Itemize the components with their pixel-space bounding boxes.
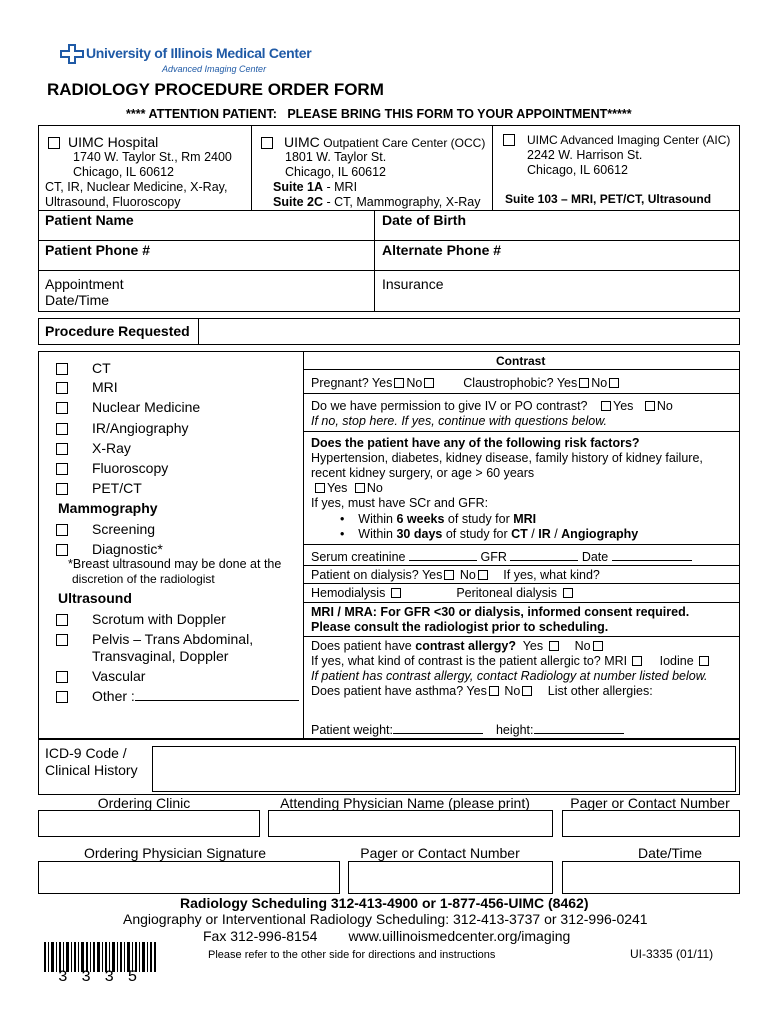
dialysis-no-checkbox[interactable] <box>478 570 488 580</box>
datetime-input[interactable] <box>562 861 740 894</box>
patient-divider-h1 <box>38 240 740 241</box>
insurance-field[interactable]: Insurance <box>382 276 444 292</box>
pager-label-2: Pager or Contact Number <box>360 845 520 861</box>
hospital-name: UIMC Hospital <box>68 134 159 150</box>
permission-label: Do we have permission to give IV or PO contrast? <box>311 399 588 413</box>
dob-field[interactable]: Date of Birth <box>382 212 466 228</box>
screening-checkbox[interactable] <box>56 524 68 536</box>
fluoro-checkbox[interactable] <box>56 463 68 475</box>
iodine-checkbox[interactable] <box>699 656 709 666</box>
d30-ct: CT <box>511 527 528 541</box>
procedure-label-divider <box>198 318 199 345</box>
d30-days: 30 days <box>396 527 443 541</box>
height-label: height: <box>495 723 534 737</box>
icd-label-2: Clinical History <box>45 762 138 778</box>
occ-suite-1-label: Suite 1A <box>273 180 324 194</box>
divider-6 <box>304 583 739 584</box>
patient-divider-h2 <box>38 270 740 271</box>
refer-note: Please refer to the other side for directions and instructions <box>208 949 496 961</box>
ordering-signature-label: Ordering Physician Signature <box>83 845 267 861</box>
risk-no-checkbox[interactable] <box>355 483 365 493</box>
occ-city: Chicago, IL 60612 <box>285 165 387 179</box>
gfr-label: GFR <box>480 550 507 564</box>
xray-label: X-Ray <box>92 440 131 456</box>
within-30-days: • Within 30 days of study for CT / IR / Angiography <box>340 527 639 541</box>
vascular-label: Vascular <box>92 668 146 684</box>
d30-ofstudy: of study for <box>442 527 512 541</box>
other-allergies-label: List other allergies: <box>547 684 653 698</box>
allergy-kind-label: If yes, what kind of contrast is the patient allergic to? MRI <box>311 654 628 668</box>
dialysis-type-row <box>311 586 575 600</box>
pregnant-yes-checkbox[interactable] <box>394 378 404 388</box>
allergy-no-label: No <box>574 639 591 653</box>
allergy-a: Does patient have <box>311 639 416 653</box>
angio-scheduling: Angiography or Interventional Radiology Scheduling: 312-413-3737 or 312-996-0241 <box>123 911 648 927</box>
logo-subtitle: Advanced Imaging Center <box>162 64 267 74</box>
form-code: UI-3335 (01/11) <box>630 947 714 961</box>
d30-angio: Angiography <box>561 527 639 541</box>
dialysis-no-label: No <box>459 568 476 582</box>
occ-checkbox[interactable] <box>261 137 273 149</box>
patient-phone-field[interactable]: Patient Phone # <box>45 242 151 258</box>
logo-text: University of Illinois Medical Center <box>86 45 312 61</box>
hospital-services-2: Ultrasound, Fluoroscopy <box>45 195 181 209</box>
d30-within: Within <box>358 527 397 541</box>
allergy-yes-checkbox[interactable] <box>549 641 559 651</box>
mra-note-2: Please consult the radiologist prior to scheduling. <box>311 620 609 634</box>
fluoro-label: Fluoroscopy <box>92 460 169 476</box>
dialysis-kind-label: If yes, what kind? <box>503 568 600 582</box>
nuclear-checkbox[interactable] <box>56 402 68 414</box>
mra-note: MRI / MRA: For GFR <30 or dialysis, informed consent required. <box>311 605 690 619</box>
asthma-row <box>311 684 653 698</box>
claustro-no-checkbox[interactable] <box>609 378 619 388</box>
allergy-yes-label: Yes <box>515 639 544 653</box>
breast-note: *Breast ultrasound may be done at the <box>68 557 282 571</box>
ir-label: IR/Angiography <box>92 420 189 436</box>
stop-note: If no, stop here. If yes, continue with questions below. <box>311 414 608 428</box>
scrotum-checkbox[interactable] <box>56 614 68 626</box>
peri-label: Peritoneal dialysis <box>456 586 558 600</box>
permission-no-label: No <box>656 399 673 413</box>
serum-input[interactable] <box>409 549 477 561</box>
pregnant-no-checkbox[interactable] <box>424 378 434 388</box>
ir-checkbox[interactable] <box>56 423 68 435</box>
height-input[interactable] <box>534 722 624 734</box>
w6-within: Within <box>358 512 397 526</box>
pelvis-label-2: Transvaginal, Doppler <box>92 648 229 664</box>
xray-checkbox[interactable] <box>56 443 68 455</box>
occ-suite-2 <box>273 195 480 209</box>
pelvis-label: Pelvis – Trans Abdominal, <box>92 631 254 647</box>
within-6-weeks: • Within 6 weeks of study for MRI <box>340 512 537 526</box>
claustro-yes-checkbox[interactable] <box>579 378 589 388</box>
procedure-requested-label: Procedure Requested <box>45 323 190 339</box>
peri-checkbox[interactable] <box>563 588 573 598</box>
occ-name <box>284 134 485 150</box>
weight-label: Patient weight: <box>311 723 393 737</box>
dialysis-yes-checkbox[interactable] <box>444 570 454 580</box>
petct-label: PET/CT <box>92 480 142 496</box>
diagnostic-label: Diagnostic* <box>92 541 163 557</box>
patient-divider-v <box>374 210 375 312</box>
dialysis-row <box>311 568 600 582</box>
icd-label: ICD-9 Code / <box>45 745 127 761</box>
ordering-clinic-input[interactable] <box>38 810 260 837</box>
hospital-address: 1740 W. Taylor St., Rm 2400 <box>73 150 232 164</box>
date-label: Date <box>581 550 609 564</box>
permission-question <box>311 399 673 413</box>
diagnostic-checkbox[interactable] <box>56 544 68 556</box>
procedure-section-divider <box>303 351 304 739</box>
datetime-label: Date/Time <box>637 845 703 861</box>
dialysis-label: Patient on dialysis? Yes <box>311 568 443 582</box>
scheduling-phone: Radiology Scheduling 312-413-4900 or 1-877-456-UIMC (8462) <box>180 895 589 911</box>
occ-suite-1-text: - MRI <box>323 180 358 194</box>
mri-label: MRI <box>92 379 118 395</box>
hemo-label: Hemodialysis <box>311 586 386 600</box>
scrotum-label: Scrotum with Doppler <box>92 611 226 627</box>
appointment-field-2: Date/Time <box>45 292 110 308</box>
ct-label: CT <box>92 360 111 376</box>
claustro-no-label: No <box>591 376 608 390</box>
occ-name-b: Outpatient Care Center (OCC) <box>323 136 486 150</box>
ordering-clinic-label: Ordering Clinic <box>97 795 191 811</box>
divider-4 <box>304 544 739 545</box>
allergy-contact-note: If patient has contrast allergy, contact Radiology at number listed below. <box>311 669 708 683</box>
pregnant-question <box>311 376 621 390</box>
occ-suite-2-label: Suite 2C <box>273 195 324 209</box>
attending-label: Attending Physician Name (please print) <box>280 795 530 811</box>
occ-name-a: UIMC <box>284 134 320 150</box>
location-divider-1 <box>251 125 252 211</box>
alt-phone-field[interactable]: Alternate Phone # <box>382 242 502 258</box>
pelvis-checkbox[interactable] <box>56 634 68 646</box>
procedure-requested-input[interactable] <box>200 320 738 343</box>
allergy-question <box>311 639 605 653</box>
must-have-note: If yes, must have SCr and GFR: <box>311 496 489 510</box>
nuclear-label: Nuclear Medicine <box>92 399 201 415</box>
hospital-city: Chicago, IL 60612 <box>73 165 175 179</box>
pregnant-label: Pregnant? Yes <box>311 376 393 390</box>
w6-mri: MRI <box>513 512 537 526</box>
asthma-no-label: No <box>504 684 521 698</box>
icd-input[interactable] <box>152 746 736 792</box>
permission-yes-checkbox[interactable] <box>601 401 611 411</box>
w6-weeks: 6 weeks <box>396 512 445 526</box>
contrast-heading: Contrast <box>496 354 546 368</box>
allergy-kind-row <box>311 654 711 668</box>
other-label-wrap <box>92 688 299 704</box>
w6-ofstudy: of study for <box>444 512 514 526</box>
divider-5 <box>304 565 739 566</box>
allergy-mri-checkbox[interactable] <box>632 656 642 666</box>
d30-ir: IR <box>538 527 551 541</box>
patient-name-field[interactable]: Patient Name <box>45 212 134 228</box>
other-label: Other : <box>92 688 135 704</box>
asthma-label: Does patient have asthma? Yes <box>311 684 487 698</box>
permission-no-checkbox[interactable] <box>645 401 655 411</box>
contrast-row-divider <box>304 369 739 370</box>
form-title: RADIOLOGY PROCEDURE ORDER FORM <box>47 80 384 99</box>
mri-checkbox[interactable] <box>56 382 68 394</box>
serum-row <box>311 549 692 564</box>
mammography-heading: Mammography <box>58 500 158 516</box>
attending-input[interactable] <box>268 810 553 837</box>
asthma-no-checkbox[interactable] <box>522 686 532 696</box>
vascular-checkbox[interactable] <box>56 671 68 683</box>
hospital-services: CT, IR, Nuclear Medicine, X-Ray, <box>45 180 228 194</box>
aic-address: 2242 W. Harrison St. <box>527 148 643 162</box>
weight-input[interactable] <box>393 722 483 734</box>
pager-input-1[interactable] <box>562 810 740 837</box>
gfr-input[interactable] <box>510 549 578 561</box>
ultrasound-heading: Ultrasound <box>58 590 132 606</box>
appointment-field[interactable]: Appointment <box>45 276 124 292</box>
barcode-number: 3 3 3 5 <box>58 968 140 986</box>
claustro-label: Claustrophobic? Yes <box>463 376 578 390</box>
screening-label: Screening <box>92 521 156 537</box>
aic-suite: Suite 103 – MRI, PET/CT, Ultrasound <box>505 192 712 206</box>
occ-suite-2-text: - CT, Mammography, X-Ray <box>323 195 481 209</box>
other-input[interactable] <box>135 688 299 701</box>
permission-yes-label: Yes <box>613 399 634 413</box>
divider-2 <box>304 393 739 394</box>
asthma-yes-checkbox[interactable] <box>489 686 499 696</box>
pregnant-no-label: No <box>406 376 423 390</box>
occ-suite-1 <box>273 180 357 194</box>
hospital-checkbox[interactable] <box>48 137 60 149</box>
risk-yes-checkbox[interactable] <box>315 483 325 493</box>
attention-note: **** ATTENTION PATIENT: PLEASE BRING THIS FORM TO YOUR APPOINTMENT***** <box>126 107 632 121</box>
ordering-signature-input[interactable] <box>38 861 340 894</box>
divider-3 <box>304 431 739 432</box>
date-input[interactable] <box>612 549 692 561</box>
pager-input-2[interactable] <box>348 861 553 894</box>
aic-name: UIMC Advanced Imaging Center (AIC) <box>527 133 731 147</box>
fax-website: Fax 312-996-8154 www.uillinoismedcenter.org/imaging <box>203 928 571 944</box>
breast-note-2: discretion of the radiologist <box>72 572 215 586</box>
divider-7 <box>304 602 739 603</box>
location-divider-2 <box>492 125 493 211</box>
petct-checkbox[interactable] <box>56 483 68 495</box>
allergy-no-checkbox[interactable] <box>593 641 603 651</box>
risk-question: Does the patient have any of the following risk factors? <box>311 436 640 450</box>
risk-no-label: No <box>366 481 383 495</box>
serum-label: Serum creatinine <box>311 550 406 564</box>
other-checkbox[interactable] <box>56 691 68 703</box>
risk-list-2: recent kidney surgery, or age > 60 years <box>311 466 535 480</box>
aic-city: Chicago, IL 60612 <box>527 163 629 177</box>
aic-checkbox[interactable] <box>503 134 515 146</box>
iodine-label: Iodine <box>659 654 694 668</box>
divider-8 <box>304 636 739 637</box>
hemo-checkbox[interactable] <box>391 588 401 598</box>
allergy-b: contrast allergy? <box>415 639 516 653</box>
ct-checkbox[interactable] <box>56 363 68 375</box>
d30-slash1: / <box>527 527 539 541</box>
risk-answer <box>315 481 383 495</box>
risk-list-1: Hypertension, diabetes, kidney disease, family history of kidney failure, <box>311 451 703 465</box>
d30-slash2: / <box>550 527 562 541</box>
university-logo-icon <box>60 44 84 64</box>
weight-row <box>311 722 624 737</box>
occ-address: 1801 W. Taylor St. <box>285 150 387 164</box>
pager-label-1: Pager or Contact Number <box>570 795 730 811</box>
risk-yes-label: Yes <box>327 481 348 495</box>
